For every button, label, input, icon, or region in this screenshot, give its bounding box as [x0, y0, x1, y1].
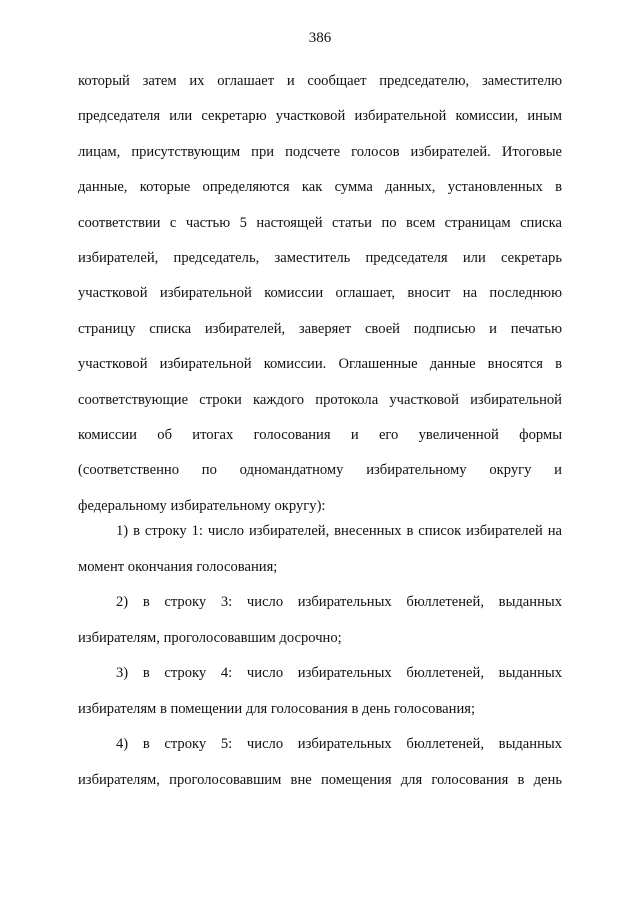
text-line: участковой избирательной комиссии. Оглашенные данные вносятся в [78, 356, 562, 373]
text-line: соответствии с частью 5 настоящей статьи по всем страницам списка [78, 214, 562, 231]
page-number: 386 [308, 30, 332, 46]
text-line: 3) в строку 4: число избирательных бюллетеней, выданных [116, 665, 562, 681]
list-item-4 [78, 727, 562, 798]
text-line: председателя или секретарю участковой избирательной комиссии, иным [78, 108, 562, 125]
text-line: участковой избирательной комиссии оглашает, вносит на последнюю [78, 285, 562, 302]
text-line: комиссии об итогах голосования и его увеличенной формы [78, 427, 562, 444]
paragraph-intro [78, 64, 562, 524]
text-line: который затем их оглашает и сообщает председателю, заместителю [78, 73, 562, 89]
text-line: соответствующие строки каждого протокола участковой избирательной [78, 391, 562, 408]
text-line: страницу списка избирателей, заверяет своей подписью и печатью [78, 320, 562, 337]
text-line: 4) в строку 5: число избирательных бюллетеней, выданных [116, 736, 562, 752]
text-line: момент окончания голосования; [78, 558, 278, 575]
text-line: 2) в строку 3: число избирательных бюллетеней, выданных [116, 594, 562, 610]
text-line: избирателям, проголосовавшим вне помещения для голосования в день [78, 771, 562, 788]
text-line: федеральному избирательному округу): [78, 497, 326, 514]
text-line: (соответственно по одномандатному избирательному округу и [78, 462, 562, 479]
list-item-3 [78, 656, 562, 727]
text-line: избирателям, проголосовавшим досрочно; [78, 629, 342, 646]
list-item-2 [78, 585, 562, 656]
text-line: избирателей, председатель, заместитель председателя или секретарь [78, 250, 562, 267]
list-item-1 [78, 514, 562, 585]
text-line: данные, которые определяются как сумма данных, установленных в [78, 179, 562, 196]
text-line: лицам, присутствующим при подсчете голосов избирателей. Итоговые [78, 143, 562, 160]
text-line: 1) в строку 1: число избирателей, внесенных в список избирателей на [116, 523, 562, 539]
text-line: избирателям в помещении для голосования в день голосования; [78, 700, 476, 717]
